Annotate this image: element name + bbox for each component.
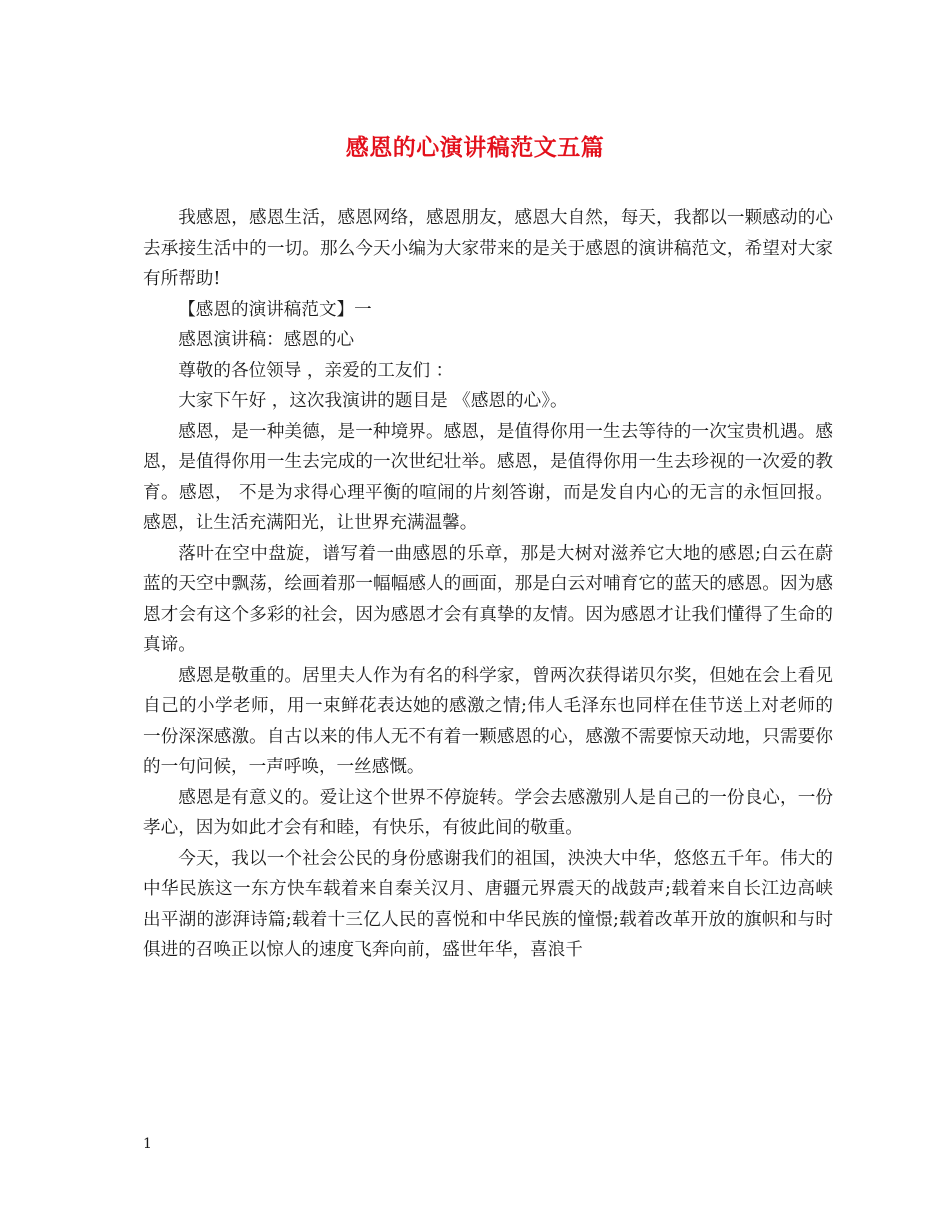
- body-paragraph: 感恩，是一种美德，是一种境界。感恩，是值得你用一生去等待的一次宝贵机遇。感恩，是值得你用一生去完成的一次世纪壮举。感恩，是值得你用一生去珍视的一次爱的教育。感恩， 不是为求得心理平衡的喧闹的片刻答谢，而是发自内心的无言的永恒回报。感恩，让生活充满阳光，让世界充满温馨。: [143, 421, 833, 533]
- body-paragraph: 今天，我以一个社会公民的身份感谢我们的祖国，泱泱大中华，悠悠五千年。伟大的中华民族这一东方快车载着来自秦关汉月、唐疆元界震天的战鼓声;载着来自长江边高峡出平湖的澎湃诗篇;载着十三亿人民的喜悦和中华民族的憧憬;载着改革开放的旗帜和与时俱进的召唤正以惊人的速度飞奔向前，盛世年华，喜浪千: [143, 848, 833, 960]
- salutation-line: 尊敬的各位领导 ，亲爱的工友们 ：: [178, 360, 454, 381]
- document-title: 感恩的心演讲稿范文五篇: [345, 134, 605, 161]
- section-heading: 【感恩的演讲稿范文】一: [178, 299, 372, 320]
- body-paragraph: 感恩是敬重的。居里夫人作为有名的科学家，曾两次获得诺贝尔奖，但她在会上看见自己的小学老师，用一束鲜花表达她的感激之情;伟人毛泽东也同样在佳节送上对老师的一份深深感激。自古以来的伟人无不有着一颗感恩的心，感激不需要惊天动地，只需要你的一句问候，一声呼唤，一丝感慨。: [143, 665, 833, 777]
- speech-title-line: 感恩演讲稿：感恩的心: [178, 330, 355, 350]
- intro-paragraph: 我感恩，感恩生活，感恩网络，感恩朋友，感恩大自然，每天，我都以一颗感动的心去承接生活中的一切。那么今天小编为大家带来的是关于感恩的演讲稿范文，希望对大家有所帮助!: [143, 208, 833, 289]
- page-number: 1: [143, 1136, 152, 1152]
- greeting-line: 大家下午好 ，这次我演讲的题目是 《感恩的心》。: [178, 391, 568, 411]
- document-body: [143, 203, 833, 966]
- body-paragraph: 落叶在空中盘旋，谱写着一曲感恩的乐章，那是大树对滋养它大地的感恩;白云在蔚蓝的天空中飘荡，绘画着那一幅幅感人的画面，那是白云对哺育它的蓝天的感恩。因为感恩才会有这个多彩的社会，因为感恩才会有真挚的友情。因为感恩才让我们懂得了生命的真谛。: [143, 543, 833, 655]
- body-paragraph: 感恩是有意义的。爱让这个世界不停旋转。学会去感激别人是自己的一份良心，一份孝心，因为如此才会有和睦，有快乐，有彼此间的敬重。: [143, 787, 833, 838]
